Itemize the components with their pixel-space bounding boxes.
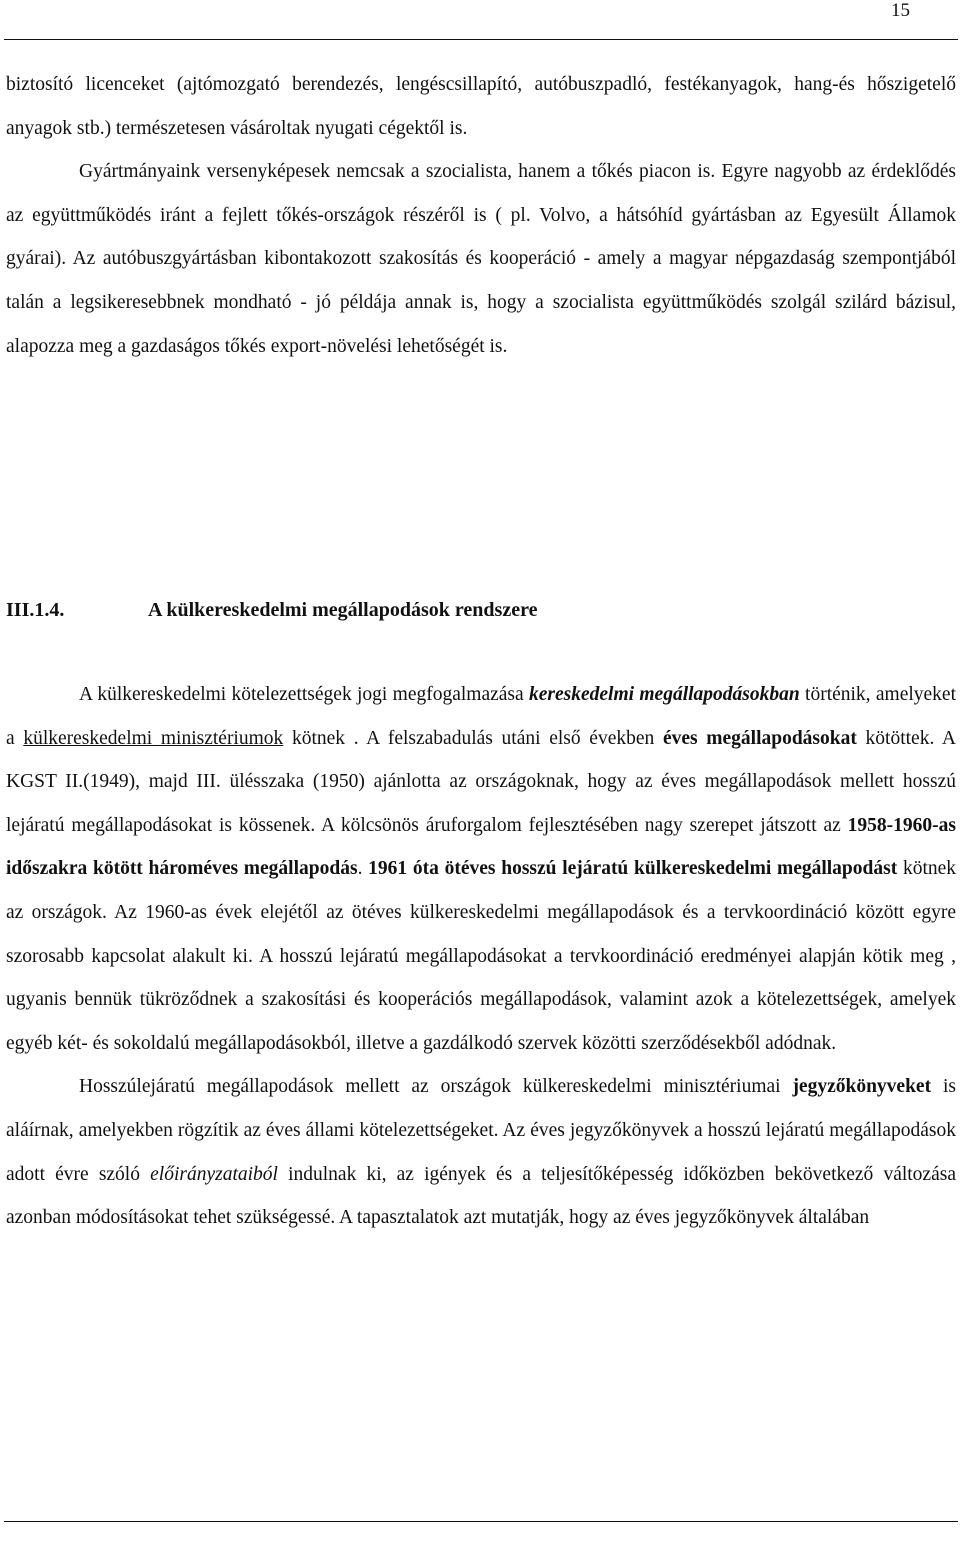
intro-paragraph-2: Gyártmányaink versenyképesek nemcsak a szocialista, hanem a tőkés piacon is. Egyre nagyobb az érdeklődés az együttműködés iránt a fejlett tőkés-országok részéről is ( pl. Volvo, a hátsóhíd gyártásban az Egyesült Államok gyárai). Az autóbuszgyártásban kibontakozott szakosítás és kooperáció - amely a magyar népgazdaság szempontjából talán a legsikeresebbnek mondható - jó példája annak is, hogy a szocialista együttműködés szolgál szilárd bázisul, alapozza meg a gazdaságos tőkés export-növelési lehetőségét is. bbox=[6, 161, 956, 357]
text-run: kötnek az országok. Az 1960-as évek elejétől az ötéves külkereskedelmi megállapodások és a tervkoordináció között egyre szorosabb kapcsolat alakult ki. A hosszú lejáratú megállapodásokat a tervkoordináció eredményei alapján kötik meg , ugyanis bennük tükröződnek a szakosítási és kooperációs megállapodások, valamint azok a kötelezettségek, amelyek egyéb két- és sokoldalú megállapodásokból, illetve a gazdálkodó szervek közötti szerződésekből adódnak. bbox=[6, 858, 957, 1054]
intro-paragraph-1: biztosító licenceket (ajtómozgató berendezés, lengéscsillapító, autóbuszpadló, festékanyagok, hang-és hőszigetelő anyagok stb.) természetesen vásároltak nyugati cégektől is. bbox=[6, 74, 956, 139]
emphasis-bold: éves megállapodásokat bbox=[662, 727, 857, 749]
emphasis-bold-italic: kereskedelmi megállapodásokban bbox=[529, 684, 800, 705]
intro-text bbox=[6, 63, 956, 368]
text-run: Hosszúlejáratú megállapodások mellett az országok külkereskedelmi minisztériumai bbox=[79, 1076, 793, 1098]
text-run: történik, amelyeket a bbox=[6, 684, 956, 749]
page-number: 15 bbox=[891, 0, 910, 21]
text-run: kötöttek. A KGST II.(1949), majd III. ülésszaka (1950) ajánlotta az országoknak, hogy az éves megállapodások mellett hosszú lejáratú megállapodásokat is kössenek. A kölcsönös áruforgalom fejlesztésében nagy szerepet játszott az bbox=[6, 727, 956, 836]
header-rule bbox=[4, 39, 958, 40]
emphasis-bold: jegyzőkönyveket bbox=[792, 1076, 932, 1098]
emphasis-bold: 1958-1960-as időszakra kötött hároméves megállapodás bbox=[6, 814, 956, 880]
emphasis-italic: előirányzataiból bbox=[150, 1163, 278, 1185]
section-heading bbox=[6, 589, 537, 632]
text-run: indulnak ki, az igények és a teljesítőképesség időközben bekövetkező változása azonban módosításokat tehet szükségessé. A tapasztalatok azt mutatják, hogy az éves jegyzőkönyvek általában bbox=[6, 1163, 956, 1229]
text-run: A külkereskedelmi kötelezettségek jogi megfogalmazása bbox=[79, 684, 529, 705]
body-paragraph-1 bbox=[6, 673, 956, 1065]
emphasis-bold: 1961 óta ötéves hosszú lejáratú külkereskedelmi megállapodást bbox=[368, 858, 898, 880]
section-number: III.1.4. bbox=[6, 599, 65, 621]
text-run: . bbox=[357, 858, 369, 880]
section-title: A külkereskedelmi megállapodások rendszere bbox=[148, 599, 538, 621]
text-run: is aláírnak, amelyekben rögzítik az éves állami kötelezettségeket. Az éves jegyzőkönyvek a hosszú lejáratú megállapodások adott évre szóló bbox=[6, 1076, 956, 1185]
body-paragraph-2 bbox=[6, 1065, 956, 1239]
footer-rule bbox=[4, 1521, 958, 1522]
text-run: kötnek . A felszabadulás utáni első években bbox=[283, 727, 663, 749]
emphasis-underline: külkereskedelmi minisztériumok bbox=[23, 727, 284, 749]
body-text bbox=[6, 673, 956, 1240]
